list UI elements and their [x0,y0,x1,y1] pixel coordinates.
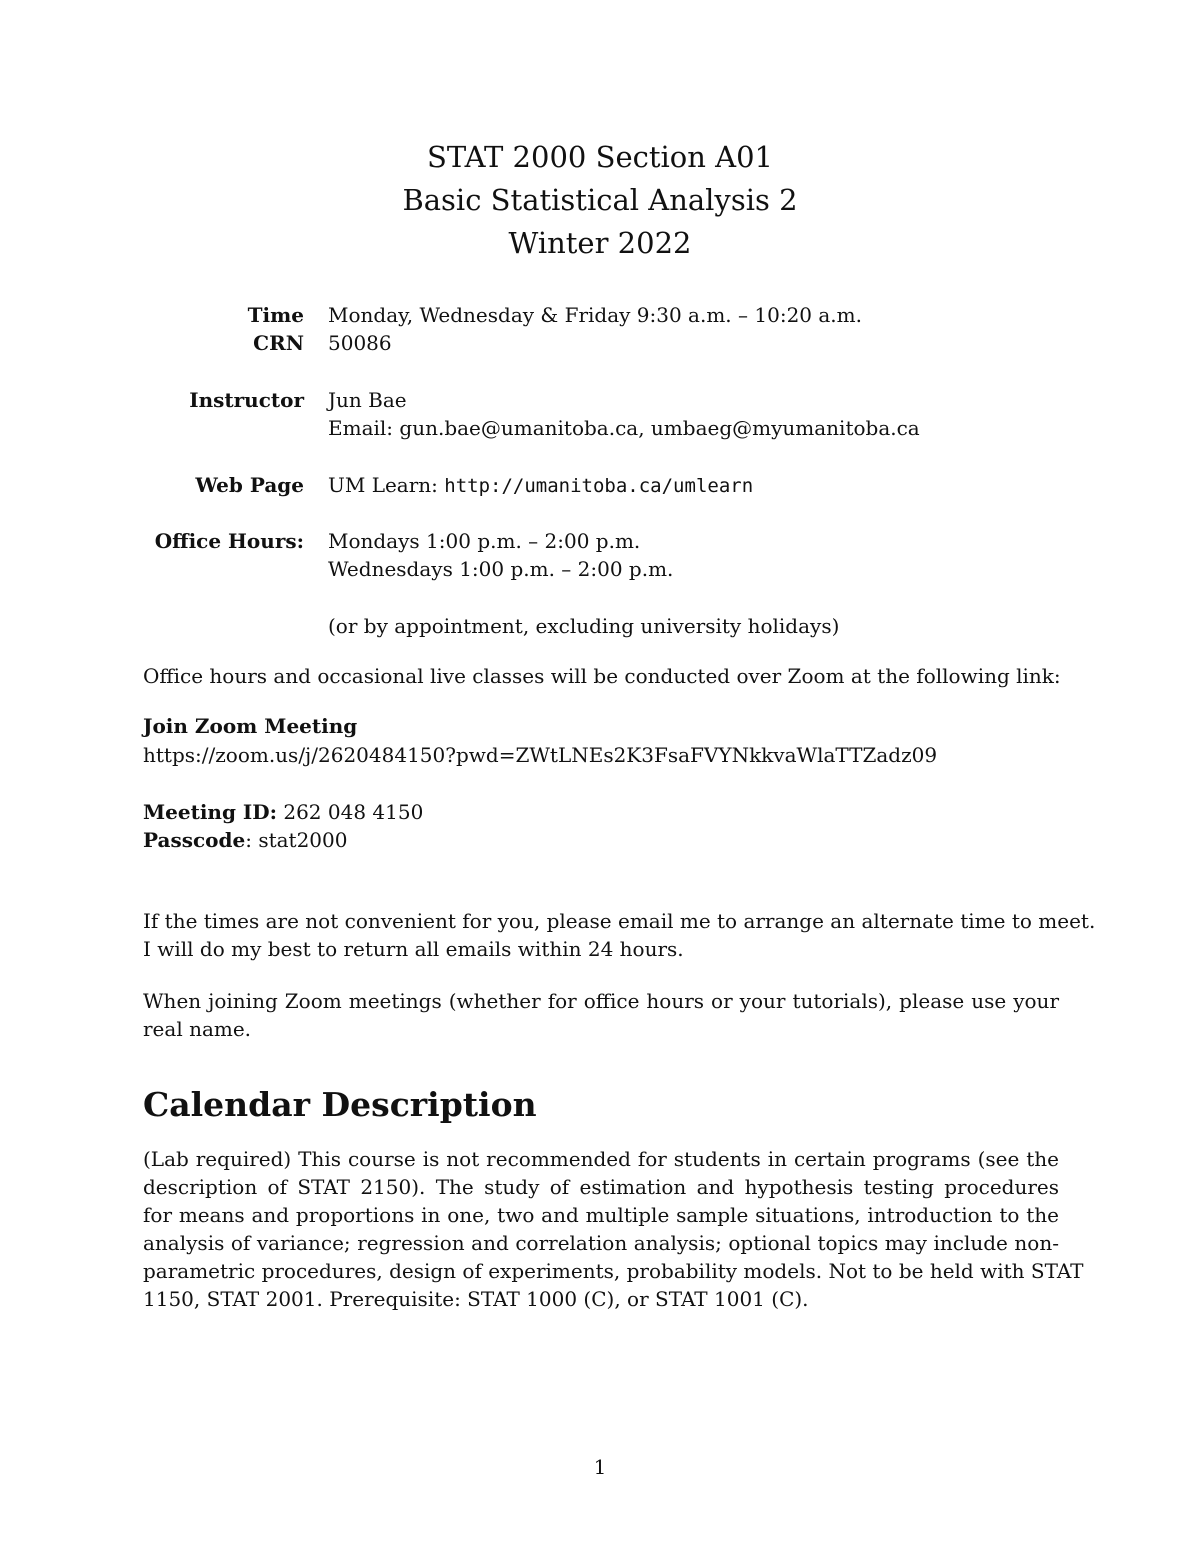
webpage-url: http://umanitoba.ca/umlearn [444,475,754,497]
passcode-label: Passcode [143,828,246,852]
availability-note [143,907,1096,963]
crn-label: CRN [253,331,304,355]
zoom-name-note-line-1: When joining Zoom meetings (whether for office hours or your tutorials), please use your [143,989,1059,1013]
passcode-value: : stat2000 [245,828,348,852]
calendar-line: analysis of variance; regression and correlation analysis; optional topics may include non- [143,1231,1059,1255]
zoom-intro: Office hours and occasional live classes will be conducted over Zoom at the following link: [143,664,1061,688]
course-title: Basic Statistical Analysis 2 [402,183,798,217]
office-hours-monday: Mondays 1:00 p.m. – 2:00 p.m. [328,529,641,553]
office-hours-note: (or by appointment, excluding university holidays) [328,614,840,638]
webpage-prefix: UM Learn: [328,473,445,497]
office-hours-wednesday: Wednesdays 1:00 p.m. – 2:00 p.m. [328,557,674,581]
meeting-id-label: Meeting ID: [143,800,277,824]
calendar-line: for means and proportions in one, two and multiple sample situations, introduction to the [143,1203,1059,1227]
calendar-description-text [143,1145,1084,1313]
calendar-line: (Lab required) This course is not recommended for students in certain programs (see the [143,1147,1059,1171]
page-number: 1 [593,1455,607,1479]
meeting-id-value: 262 048 4150 [277,800,424,824]
calendar-line: parametric procedures, design of experiments, probability models. Not to be held with STAT [143,1259,1084,1283]
instructor-email-prefix: Email: [328,416,400,440]
crn-value: 50086 [328,331,392,355]
webpage-line [328,471,753,500]
title-block [0,136,1200,265]
passcode-line [143,826,1059,854]
time-value: Monday, Wednesday & Friday 9:30 a.m. – 10:20 a.m. [328,303,862,327]
instructor-label: Instructor [189,388,304,412]
webpage-label: Web Page [195,473,304,497]
zoom-join-heading: Join Zoom Meeting [143,714,358,738]
instructor-email: gun.bae@umanitoba.ca, umbaeg@myumanitoba.ca [399,416,920,440]
time-label: Time [247,303,304,327]
zoom-join-url: https://zoom.us/j/2620484150?pwd=ZWtLNEs2K3FsaFVYNkkvaWlaTTZadz09 [143,743,938,767]
meeting-id-line [143,798,1059,826]
calendar-line: description of STAT 2150). The study of estimation and hypothesis testing procedures [143,1175,1059,1199]
instructor-name: Jun Bae [328,388,407,412]
instructor-email-line [328,414,920,442]
course-term: Winter 2022 [508,226,692,260]
office-hours-label: Office Hours: [154,529,304,553]
availability-note-line-1: If the times are not convenient for you, please email me to arrange an alternate time to meet. [143,909,1096,933]
course-code: STAT 2000 Section A01 [427,140,773,174]
calendar-description-heading: Calendar Description [143,1085,537,1124]
calendar-line: 1150, STAT 2001. Prerequisite: STAT 1000 (C), or STAT 1001 (C). [143,1287,809,1311]
zoom-name-note [143,987,1059,1043]
zoom-name-note-line-2: real name. [143,1017,252,1041]
availability-note-line-2: I will do my best to return all emails within 24 hours. [143,937,684,961]
